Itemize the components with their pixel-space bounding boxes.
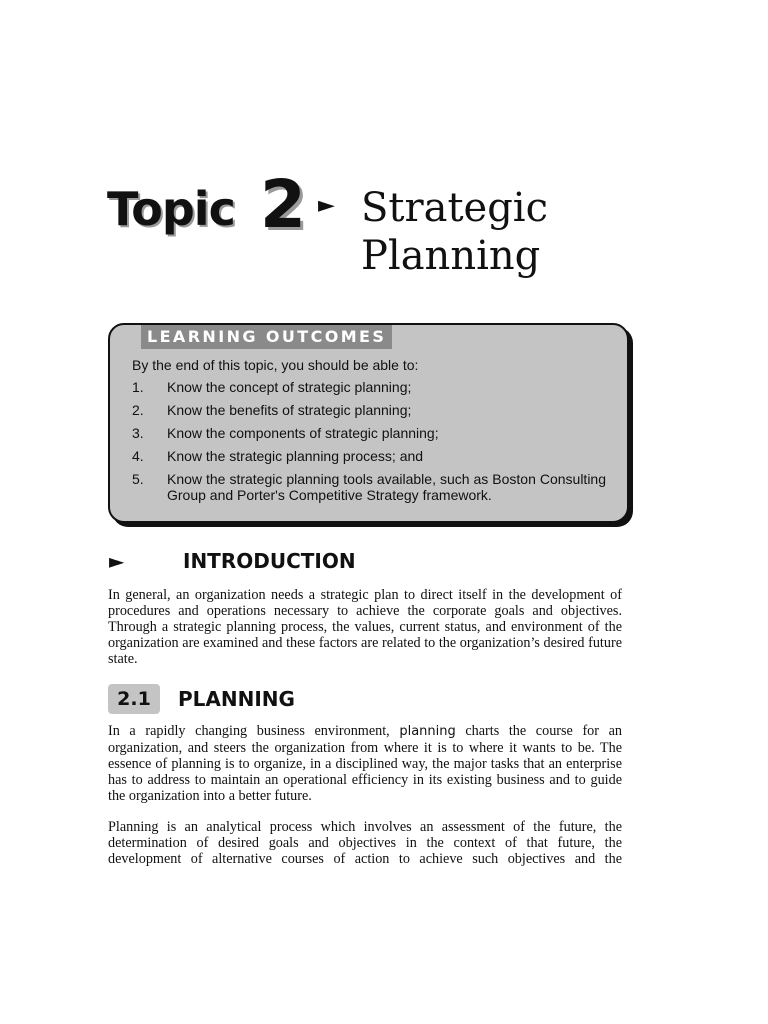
topic-title: [361, 184, 681, 280]
planning-paragraph-1: [108, 723, 622, 804]
planning-paragraph-1-rest: charts the course for an organization, and steers the organization from where it is to where it wants to be. The essence of planning is to organize, in a disciplined way, the major tasks that an enterprise has to address to maintain an operational efficiency in its existing business and to guide the organization into a better future.: [108, 723, 622, 804]
topic-label: Topic: [107, 182, 235, 236]
learning-outcomes-intro: By the end of this topic, you should be able to:: [132, 357, 419, 373]
list-item: [132, 426, 606, 442]
planning-paragraph-2: Planning is an analytical process which involves an assessment of the future, the determination of desired goals and objectives in the context of that future, the development of alternative courses of action to achieve such objectives and the: [108, 819, 622, 867]
keyword-planning: planning: [399, 724, 456, 739]
list-item-text: Know the strategic planning process; and: [167, 448, 424, 464]
list-item: [132, 403, 606, 419]
list-item-number: 4.: [132, 448, 144, 464]
list-item-number: 5.: [132, 471, 144, 487]
list-item: [132, 472, 606, 503]
topic-number: 2: [260, 166, 306, 243]
triangle-right-icon: ►: [318, 193, 335, 218]
list-item: [132, 380, 606, 396]
triangle-right-icon: ►: [109, 549, 125, 573]
topic-title-line2: Planning: [361, 233, 541, 279]
list-item: [132, 449, 606, 465]
list-item-text: Know the benefits of strategic planning;: [167, 402, 412, 418]
list-item-text: Know the concept of strategic planning;: [167, 379, 412, 395]
introduction-heading: [109, 548, 356, 574]
section-heading: PLANNING: [178, 687, 295, 711]
list-item-number: 3.: [132, 425, 144, 441]
introduction-paragraph: In general, an organization needs a strategic plan to direct itself in the development of procedures and operations necessary to achieve the corporate goals and objectives. Through a strategic planning process, the values, current status, and environment of the organization are examined and these factors are related to the organization’s desired future state.: [108, 587, 622, 667]
topic-title-line1: Strategic: [361, 185, 548, 231]
list-item-text: Know the components of strategic planning;: [167, 425, 439, 441]
planning-paragraph-1-start: In a rapidly changing business environment,: [108, 723, 400, 739]
learning-outcomes-header: LEARNING OUTCOMES: [141, 325, 392, 349]
learning-outcomes-list: [132, 380, 606, 511]
list-item-number: 2.: [132, 402, 144, 418]
list-item-number: 1.: [132, 379, 144, 395]
section-number-badge: 2.1: [108, 684, 160, 714]
introduction-heading-text: INTRODUCTION: [183, 549, 356, 573]
list-item-text: Know the strategic planning tools available, such as Boston Consulting Group and Porter's Competitive Strategy framework.: [167, 471, 606, 503]
